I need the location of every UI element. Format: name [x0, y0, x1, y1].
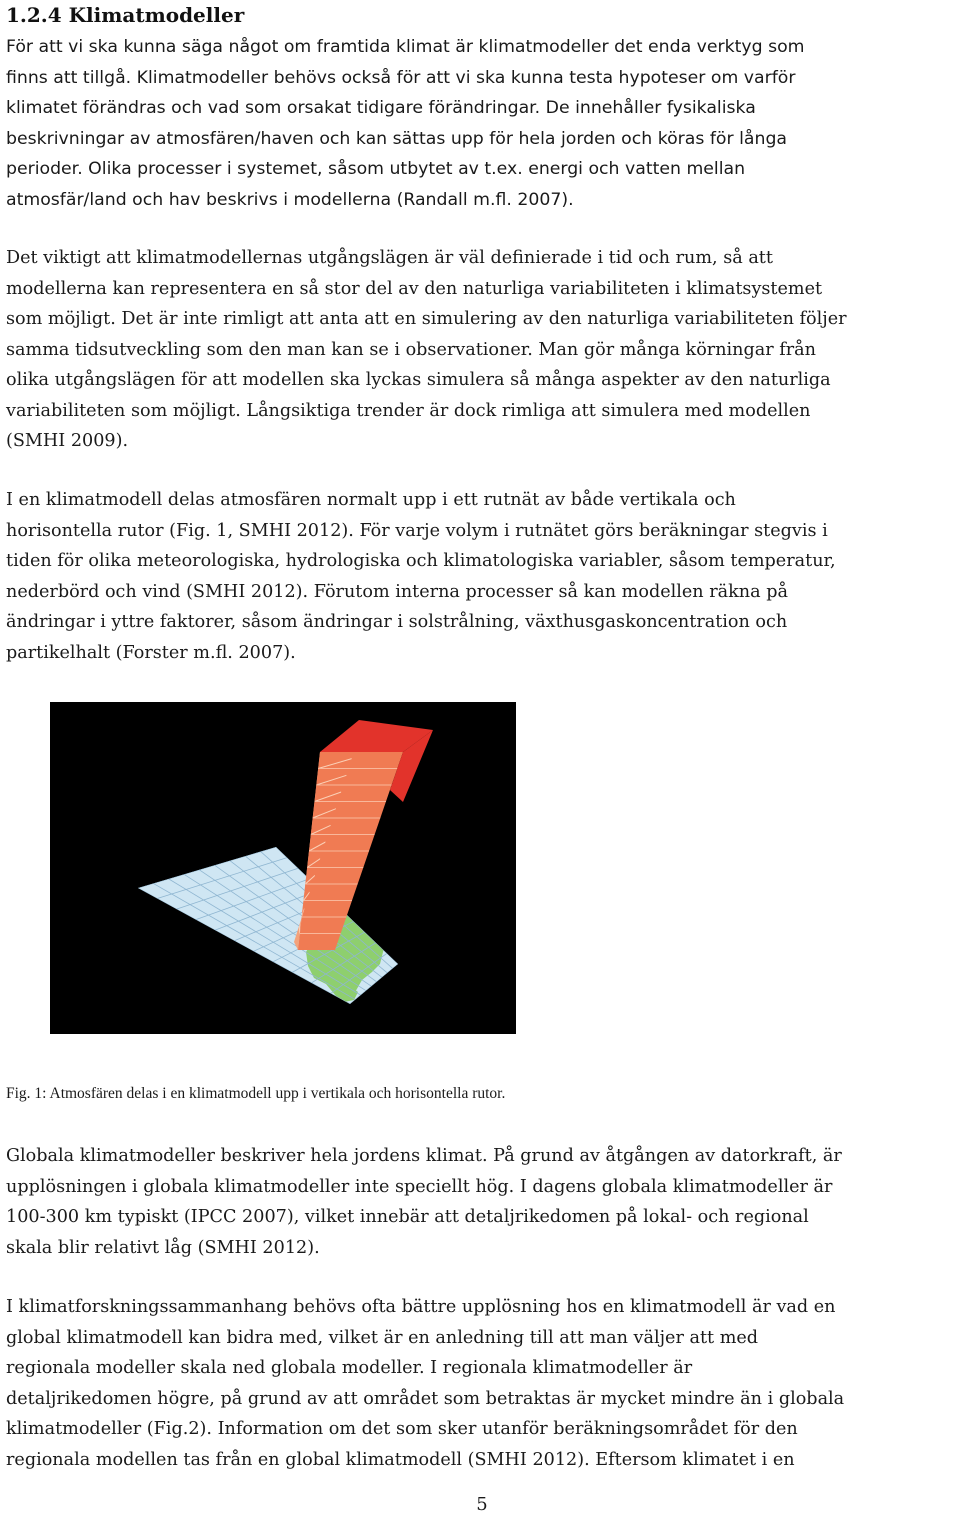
text-line: beskrivningar av atmosfären/haven och kan sättas upp för hela jorden och köras för långa	[6, 128, 788, 149]
text-line: regionala modellen tas från en global klimatmodell (SMHI 2012). Eftersom klimatet i en	[6, 1449, 795, 1470]
text-line: klimatet förändras och vad som orsakat tidigare förändringar. De innehåller fysikaliska	[6, 98, 756, 118]
paragraph-global-models	[6, 1141, 958, 1263]
text-line: tiden för olika meteorologiska, hydrologiska och klimatologiska variabler, såsom temperatur,	[6, 551, 836, 571]
page-number: 5	[476, 1494, 488, 1515]
section-heading: 1.2.4 Klimatmodeller	[6, 3, 245, 27]
column-level-line	[299, 925, 300, 933]
text-line: atmosfär/land och hav beskrivs i modellerna (Randall m.fl. 2007).	[6, 189, 574, 210]
paragraph-initial-conditions	[6, 243, 958, 457]
paragraph-regional-models	[6, 1292, 958, 1475]
text-line: nederbörd och vind (SMHI 2012). Förutom interna processer så kan modellen räkna på	[6, 581, 788, 602]
text-line: Det viktigt att klimatmodellernas utgångslägen är väl definierade i tid och rum, så att	[6, 248, 773, 268]
text-line: regionala modeller skala ned globala modeller. I regionala klimatmodeller är	[6, 1358, 693, 1378]
text-line: 100-300 km typiskt (IPCC 2007), vilket innebär att detaljrikedomen på lokal- och regional	[6, 1207, 809, 1227]
text-line: olika utgångslägen för att modellen ska lyckas simulera så många aspekter av den naturliga	[6, 370, 831, 390]
text-line: (SMHI 2009).	[6, 431, 129, 451]
figure-climate-model-grid	[50, 702, 516, 1034]
text-line: perioder. Olika processer i systemet, såsom utbytet av t.ex. energi och vatten mellan	[6, 159, 746, 179]
text-line: upplösningen i globala klimatmodeller inte speciellt hög. I dagens globala klimatmodeller är	[6, 1176, 833, 1197]
text-line: klimatmodeller (Fig.2). Information om det som sker utanför beräkningsområdet för den	[6, 1419, 798, 1439]
text-line: finns att tillgå. Klimatmodeller behövs också för att vi ska kunna testa hypoteser om varför	[6, 67, 796, 88]
text-line: som möjligt. Det är inte rimligt att anta att en simulering av den naturliga variabiliteten följer	[6, 309, 847, 329]
text-line: detaljrikedomen högre, på grund av att området som betraktas är mycket mindre än i globala	[6, 1388, 845, 1409]
text-line: global klimatmodell kan bidra med, vilket är en anledning till att man väljer att med	[6, 1327, 759, 1348]
text-line: partikelhalt (Forster m.fl. 2007).	[6, 642, 296, 663]
text-line: skala blir relativt låg (SMHI 2012).	[6, 1237, 320, 1258]
paragraph-climate-models-intro	[6, 32, 958, 215]
figure-caption: Fig. 1: Atmosfären delas i en klimatmodell upp i vertikala och horisontella rutor.	[6, 1085, 506, 1102]
text-line: Globala klimatmodeller beskriver hela jordens klimat. På grund av åtgången av datorkraft, är	[6, 1146, 842, 1166]
text-line: För att vi ska kunna säga något om framtida klimat är klimatmodeller det enda verktyg som	[6, 37, 805, 57]
text-line: variabiliteten som möjligt. Långsiktiga trender är dock rimliga att simulera med modellen	[6, 400, 811, 421]
text-line: modellerna kan representera en så stor del av den naturliga variabiliteten i klimatsystemet	[6, 278, 823, 299]
text-line: I en klimatmodell delas atmosfären normalt upp i ett rutnät av både vertikala och	[6, 490, 736, 510]
climate-grid-illustration	[50, 702, 516, 1034]
text-line: horisontella rutor (Fig. 1, SMHI 2012). För varje volym i rutnätet görs beräkningar stegvis i	[6, 520, 828, 541]
text-line: I klimatforskningssammanhang behövs ofta bättre upplösning hos en klimatmodell är vad en	[6, 1297, 836, 1317]
paragraph-grid-structure	[6, 485, 958, 668]
text-line: ändringar i yttre faktorer, såsom ändringar i solstrålning, växthusgaskoncentration och	[6, 612, 788, 632]
text-line: samma tidsutveckling som den man kan se i observationer. Man gör många körningar från	[6, 339, 816, 360]
